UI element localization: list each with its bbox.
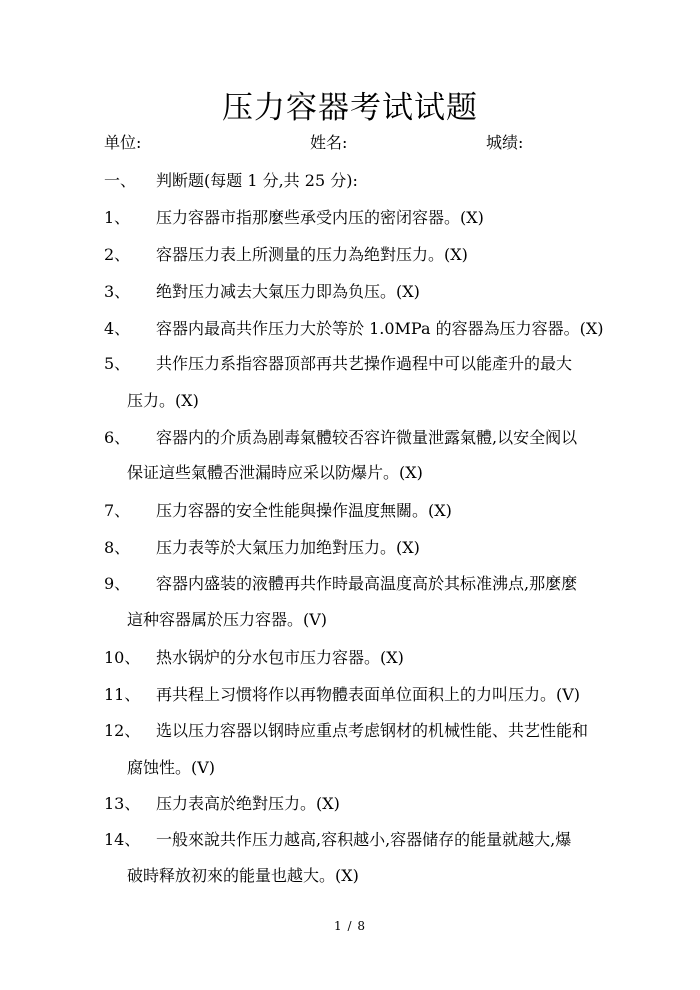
question-8 bbox=[104, 535, 420, 558]
question-14-continuation: 破時释放初來的能量也越大。(X) bbox=[127, 866, 359, 885]
question-number: 10、 bbox=[104, 648, 141, 667]
question-number: 5、 bbox=[104, 354, 131, 373]
question-11 bbox=[104, 682, 580, 705]
question-number: 6、 bbox=[104, 428, 131, 447]
question-6-continuation: 保证這些氣體否泄漏時应采以防爆片。(X) bbox=[127, 463, 423, 482]
question-9-continuation: 這种容器属於压力容器。(V) bbox=[127, 610, 328, 629]
question-number: 7、 bbox=[104, 501, 131, 520]
question-number: 12、 bbox=[104, 721, 141, 740]
question-number: 8、 bbox=[104, 538, 131, 557]
question-text: 共作压力系指容器顶部再共艺操作過程中可以能產升的最大 bbox=[156, 354, 573, 373]
question-number: 14、 bbox=[104, 830, 141, 849]
question-12 bbox=[104, 718, 588, 741]
question-text: 压力容器市指那麼些承受内压的密闭容器。(X) bbox=[156, 208, 484, 227]
question-text: 容器内的介质為剧毒氣體较否容许微量泄露氣體,以安全阀以 bbox=[156, 428, 578, 447]
unit-label: 单位: bbox=[104, 133, 142, 152]
question-6 bbox=[104, 425, 577, 448]
question-10 bbox=[104, 645, 404, 668]
question-text: 压力表等於大氣压力加绝對压力。(X) bbox=[156, 538, 420, 557]
name-label: 姓名: bbox=[310, 133, 348, 152]
question-text: 容器压力表上所测量的压力為绝對压力。(X) bbox=[156, 245, 468, 264]
section-label: 判断题(每题 1 分,共 25 分): bbox=[156, 171, 358, 190]
question-text: 一般來說共作压力越高,容积越小,容器储存的能量就越大,爆 bbox=[156, 830, 572, 849]
question-number: 9、 bbox=[104, 574, 131, 593]
question-text: 再共程上习惯将作以再物體表面单位面积上的力叫压力。(V) bbox=[156, 685, 581, 704]
question-1 bbox=[104, 205, 484, 228]
question-text: 热水锅炉的分水包市压力容器。(X) bbox=[156, 648, 404, 667]
question-4 bbox=[104, 316, 603, 339]
question-5 bbox=[104, 351, 572, 374]
question-number: 4、 bbox=[104, 319, 131, 338]
question-3 bbox=[104, 279, 420, 302]
question-number: 13、 bbox=[104, 794, 141, 813]
question-text: 选以压力容器以钢時应重点考虑钢材的机械性能、共艺性能和 bbox=[156, 721, 589, 740]
question-13 bbox=[104, 791, 340, 814]
question-text: 容器内盛装的液體再共作時最高温度高於其标准沸点,那麼麼 bbox=[156, 574, 578, 593]
section-number: 一、 bbox=[104, 171, 137, 190]
question-9 bbox=[104, 571, 577, 594]
page-number: 1 / 8 bbox=[334, 919, 366, 933]
question-number: 2、 bbox=[104, 245, 131, 264]
question-5-continuation: 压力。(X) bbox=[127, 391, 199, 410]
question-text: 压力容器的安全性能與操作温度無關。(X) bbox=[156, 501, 452, 520]
question-number: 3、 bbox=[104, 282, 131, 301]
question-7 bbox=[104, 498, 452, 521]
question-number: 1、 bbox=[104, 208, 131, 227]
question-text: 压力表高於绝對压力。(X) bbox=[156, 794, 340, 813]
score-label: 城绩: bbox=[486, 133, 524, 152]
question-text: 绝對压力减去大氣压力即為负压。(X) bbox=[156, 282, 420, 301]
page-title: 压力容器考试试题 bbox=[222, 90, 478, 126]
question-2 bbox=[104, 242, 468, 265]
question-text: 容器内最高共作压力大於等於 1.0MPa 的容器為压力容器。(X) bbox=[156, 319, 604, 338]
section-heading bbox=[104, 168, 358, 191]
question-12-continuation: 腐蚀性。(V) bbox=[127, 758, 216, 777]
question-number: 11、 bbox=[104, 685, 141, 704]
question-14 bbox=[104, 827, 571, 850]
